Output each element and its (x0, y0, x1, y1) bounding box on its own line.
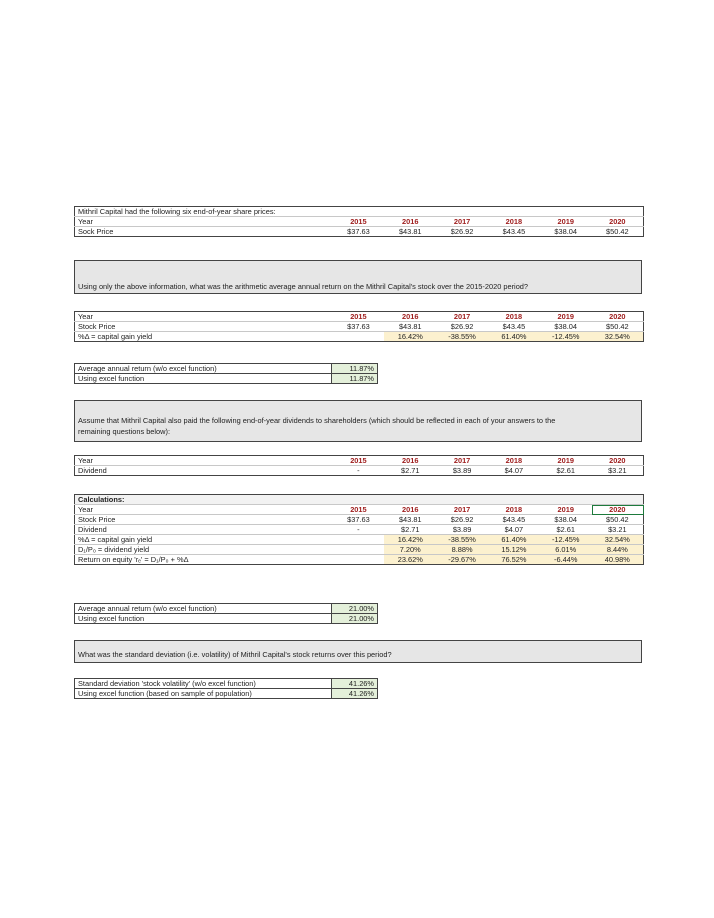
table-row: Year 2015 2016 2017 2018 2019 2020 (75, 456, 644, 466)
table-row: Using excel function 21.00% (75, 614, 378, 624)
standard-deviation-result (74, 678, 378, 699)
table-row: Stock Price $37.63 $43.81 $26.92 $43.45 $38.04 $50.42 (75, 515, 644, 525)
table-row: Average annual return (w/o excel function) 11.87% (75, 364, 378, 374)
table-row: Dividend - $2.71 $3.89 $4.07 $2.61 $3.21 (75, 525, 644, 535)
table-row: Average annual return (w/o excel function) 21.00% (75, 604, 378, 614)
average-return-with-dividends-result (74, 603, 378, 624)
table-row: %Δ = capital gain yield 16.42% -38.55% 61.40% -12.45% 32.54% (75, 332, 644, 342)
table-row: Standard deviation 'stock volatility' (w/o excel function) 41.26% (75, 679, 378, 689)
table-row: Dividend - $2.71 $3.89 $4.07 $2.61 $3.21 (75, 466, 644, 476)
average-return-result (74, 363, 378, 384)
dividend-table (74, 455, 644, 476)
table-row: Year 2015 2016 2017 2018 2019 2020 (75, 312, 644, 322)
question-banner: Assume that Mithril Capital also paid the following end-of-year dividends to shareholders (which should be reflected in each of your answers to the remaining questions below): (74, 400, 642, 442)
table-row: Stock Price $37.63 $43.81 $26.92 $43.45 $38.04 $50.42 (75, 322, 644, 332)
question-banner: Using only the above information, what was the arithmetic average annual return on the Mithril Capital's stock over the 2015-2020 period? (74, 260, 642, 294)
table-row: Using excel function (based on sample of population) 41.26% (75, 689, 378, 699)
table-row: D₁/P₀ = dividend yield 7.20% 8.88% 15.12% 6.01% 8.44% (75, 545, 644, 555)
selected-cell[interactable]: 2020 (592, 505, 644, 515)
share-price-table (74, 206, 644, 237)
table-row: Year 2015 2016 2017 2018 2019 2020 (75, 505, 644, 515)
table-row: Return on equity 'rₑ' = D₁/P₀ + %Δ 23.62% -29.67% 76.52% -6.44% 40.98% (75, 555, 644, 565)
table-row: Using excel function 11.87% (75, 374, 378, 384)
calculations-table (74, 494, 644, 565)
table-row: Year 2015 2016 2017 2018 2019 2020 (75, 217, 644, 227)
section-title: Mithril Capital had the following six end-of-year share prices: (75, 207, 644, 217)
capital-gain-table (74, 311, 644, 342)
question-banner: What was the standard deviation (i.e. volatility) of Mithril Capital's stock returns over this period? (74, 640, 642, 663)
table-row: Sock Price $37.63 $43.81 $26.92 $43.45 $38.04 $50.42 (75, 227, 644, 237)
table-row: %Δ = capital gain yield 16.42% -38.55% 61.40% -12.45% 32.54% (75, 535, 644, 545)
section-title: Calculations: (75, 495, 644, 505)
